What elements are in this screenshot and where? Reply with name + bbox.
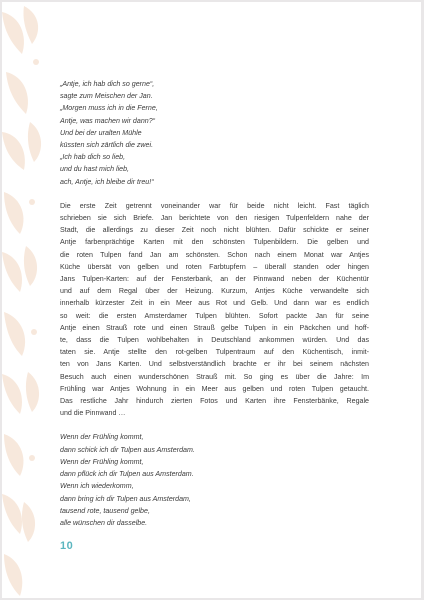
poem-line: „Ich hab dich so lieb, <box>60 153 126 162</box>
ornament-leaf <box>4 554 22 596</box>
paragraph-line: taten sie. Antje stellte den rot-gelben Tulpentraum auf den Küchentisch, inmit- <box>60 348 369 357</box>
ornament-dot <box>31 329 37 335</box>
ornament-leaf <box>2 132 25 170</box>
page-number: 10 <box>60 540 74 552</box>
poem-line: dann pflück ich dir Tulpen aus Amsterdam. <box>60 470 194 479</box>
poem-line: dann bring ich dir Tulpen aus Amsterdam, <box>60 494 191 503</box>
ornament-leaf <box>2 252 22 292</box>
poem-line: Wenn ich wiederkomm, <box>60 482 134 491</box>
poem-line: Wenn der Frühling kommt, <box>60 433 144 442</box>
paragraph-line: die roten Tulpen fand Jan am schönsten. Schon nach einem Monat war Antjes <box>60 250 369 259</box>
paragraph-line: Das restliche Jahr hindurch zierten Fotos und Karten ihre Fensterbänke, Regale <box>60 397 369 406</box>
ornament-dot <box>29 199 35 205</box>
poem-line: alle wünschen dir dasselbe. <box>60 518 148 527</box>
poem-line: „Morgen muss ich in die Ferne, <box>60 104 158 113</box>
poem-outro <box>60 431 369 529</box>
paragraph-line: ten von Jans Karten. Und selbstverständlich brachte er ihr bei seinem nächsten <box>60 360 369 369</box>
ornament-leaf <box>22 502 35 542</box>
poem-line: dann schick ich dir Tulpen aus Amsterdam. <box>60 445 195 454</box>
paragraph-line: Antje farbenprächtige Karten mit den schönsten Tulpenbildern. Die gelben und <box>60 238 369 247</box>
poem-line: Antje, was machen wir dann?“ <box>60 116 156 125</box>
ornament-leaf <box>4 192 23 234</box>
ornament-dot <box>33 59 39 65</box>
paragraph-line: innerhalb kürzester Zeit in ein Meer aus Rot und Gelb. Und dann war es endlich <box>60 299 369 308</box>
prose-paragraph <box>60 200 369 420</box>
poem-intro <box>60 78 369 188</box>
paragraph-line: und auf dem Regal über der Heizung. Kurzum, Antjes Küche verwandelte sich <box>60 287 369 296</box>
book-page <box>2 2 421 598</box>
paragraph-line: Die erste Zeit getrennt voneinander war für beide nicht leicht. Fast täglich <box>60 201 369 210</box>
poem-line: „Antje, ich hab dich so gerne“, <box>60 80 155 88</box>
ornament-leaf <box>6 72 28 114</box>
paragraph-line: und die Pinnwand … <box>60 409 126 418</box>
ornament-leaf <box>23 6 38 44</box>
ornament-dot <box>29 455 35 461</box>
poem-line: Wenn der Frühling kommt, <box>60 457 144 466</box>
paragraph-line: Antje einen Strauß rote und einen Strauß gelbe Tulpen in ein Päckchen und hoff- <box>60 323 369 332</box>
ornament-leaf <box>4 312 25 356</box>
paragraph-line: Besuch auch einen wunderschönen Strauß mit. So ging es über die Jahre: Im <box>60 372 369 381</box>
paragraph-line: so weit: die ersten Amsterdamer Tulpen blühten. Sofort packte Jan für seine <box>60 311 369 320</box>
ornament-leaf <box>2 374 22 414</box>
poem-line: küssten sich zärtlich die zwei. <box>60 141 154 150</box>
ornament-leaf <box>24 246 37 286</box>
paragraph-line: schrieben sie sich Briefe. Jan berichtete von den riesigen Tulpenfeldern nahe der <box>60 214 369 223</box>
poem-line: tausend rote, tausend gelbe, <box>60 506 150 515</box>
ornament-leaf <box>2 494 22 534</box>
ornament-leaf <box>26 372 39 412</box>
poem-line: und du hast mich lieb, <box>60 165 130 174</box>
paragraph-line: te, dass die Tulpen wohlbehalten in Deutschland ankommen würden. Und das <box>60 336 369 345</box>
poem-line: sagte zum Meischen der Jan. <box>60 92 153 101</box>
ornament-leaf <box>2 12 24 54</box>
ornament-leaf <box>4 434 23 476</box>
poem-line: ach, Antje, ich bleibe dir treu!“ <box>60 177 154 186</box>
paragraph-line: Jans Tulpen-Karten: auf der Fensterbank, an der Pinnwand neben der Küchentür <box>60 275 369 284</box>
paragraph-line: Frühling war Antjes Wohnung in ein Meer aus gelben und roten Tulpen getaucht. <box>60 384 369 393</box>
poem-line: Und bei der uralten Mühle <box>60 128 142 137</box>
floral-ornament-border <box>2 2 62 598</box>
text-block <box>60 78 369 529</box>
ornament-leaf <box>28 122 41 162</box>
paragraph-line: Stadt, die allerdings zu dieser Zeit noch nicht blühten. Dafür schickte er seiner <box>60 226 369 235</box>
paragraph-line: Küche übersät von gelben und roten Farbtupfern – überall standen oder hingen <box>60 262 369 271</box>
